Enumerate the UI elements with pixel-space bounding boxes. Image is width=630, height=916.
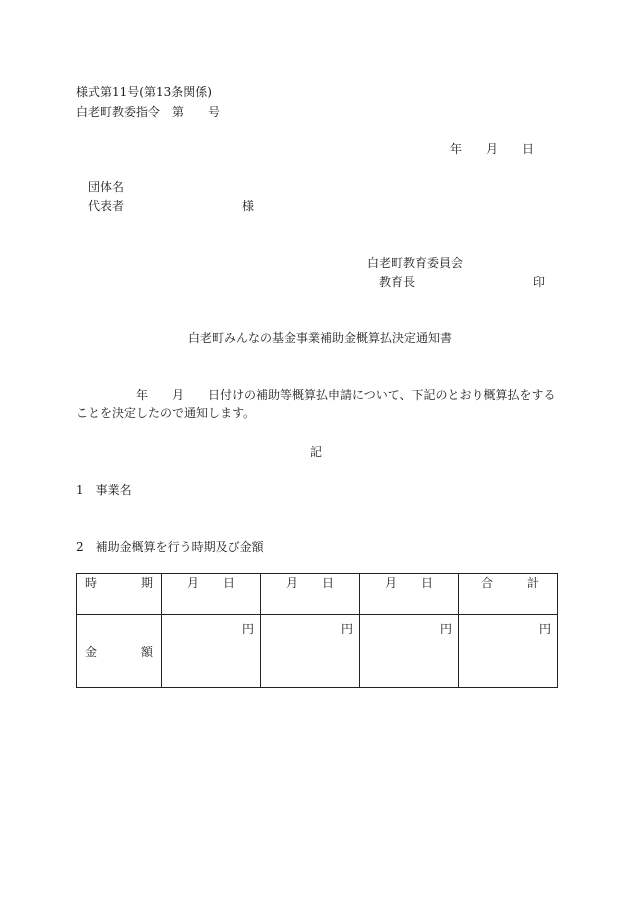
yen-label: 円 [439,622,452,636]
date-year: 年 [450,142,463,156]
body-line-2: ことを決定したので通知します。 [76,406,256,420]
period-char-2: 期 [140,576,153,590]
date-header-cell-2 [261,574,360,615]
section-2-label: 補助金概算を行う時期及び金額 [95,540,264,554]
recipient-org-label: 団体名 [88,180,125,194]
ki-heading: 記 [310,445,323,459]
section-1-num: 1 [76,483,84,497]
section-2 [76,539,264,555]
page-title: 白老町みんなの基金事業補助金概算払決定通知書 [188,331,453,345]
day-label: 日 [223,576,236,590]
period-header-cell [77,574,162,615]
form-number: 様式第11号(第13条関係) [76,85,212,99]
doc-ref-dai: 第 [172,105,185,119]
recipient-honorific: 様 [242,199,255,213]
amount-char-1: 金 [85,645,98,659]
period-char-1: 時 [85,576,98,590]
sender-org: 白老町教育委員会 [367,256,464,270]
date-line [450,141,534,157]
recipient-rep-label: 代表者 [88,199,125,213]
doc-reference [76,104,220,120]
amount-cell-3 [360,615,459,688]
body-line-1 [136,387,556,403]
section-2-num: 2 [76,540,84,554]
date-day: 日 [522,142,535,156]
yen-label: 円 [241,622,254,636]
month-label: 月 [384,576,397,590]
amount-label-cell [77,615,162,688]
date-header-cell-3 [360,574,459,615]
amount-cell-2 [261,615,360,688]
yen-label: 円 [538,622,551,636]
amount-total-cell [459,615,558,688]
doc-ref-go: 号 [208,105,221,119]
yen-label: 円 [340,622,353,636]
sender-title: 教育長 [379,275,416,289]
sender-seal: 印 [533,275,546,289]
body-month: 月 [172,388,185,402]
amount-row [77,615,558,688]
total-header-cell [459,574,558,615]
table-header-row [77,574,558,615]
total-char-2: 計 [526,576,539,590]
total-char-1: 合 [481,576,494,590]
date-header-cell-1 [162,574,261,615]
body-year: 年 [136,388,149,402]
amount-table [76,573,558,688]
month-label: 月 [285,576,298,590]
section-1-label: 事業名 [95,483,132,497]
month-label: 月 [186,576,199,590]
body-line1-rest: 日付けの補助等概算払申請について、下記のとおり概算払をする [208,388,556,402]
date-month: 月 [486,142,499,156]
amount-char-2: 額 [140,645,153,659]
doc-ref-prefix: 白老町教委指令 [76,105,161,119]
day-label: 日 [421,576,434,590]
amount-cell-1 [162,615,261,688]
day-label: 日 [322,576,335,590]
section-1 [76,482,132,498]
